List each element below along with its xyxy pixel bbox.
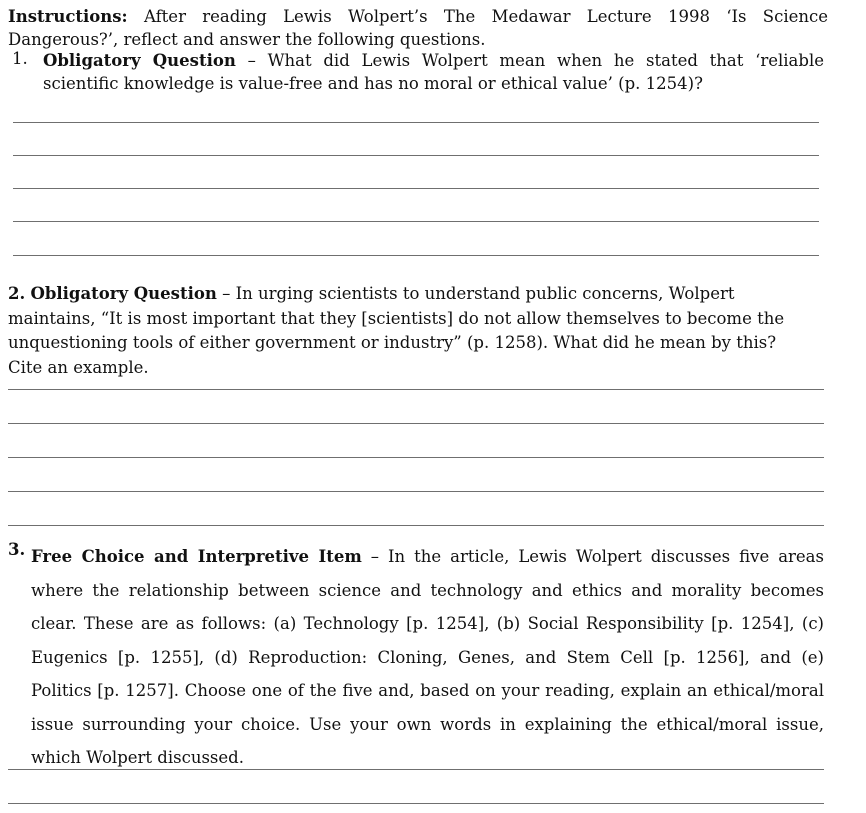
- question-3: [8, 540, 824, 775]
- answer-line-q1-4[interactable]: [13, 221, 819, 222]
- instructions-text: After reading Lewis Wolpert’s The Medawar Lecture 1998 ‘Is Science Dangerous?’, reflect and answer the following questions.: [8, 7, 828, 49]
- answer-line-q2-5[interactable]: [8, 525, 824, 526]
- question-3-text: – In the article, Lewis Wolpert discusses five areas where the relationship between science and technology and ethics and morality becomes clear. These are as follows: (a) Technology [p. 1254], (b) Social Responsibility [p. 1254], (c) Eugenics [p. 1255], (d) Reproduction: Cloning, Genes, and Stem Cell [p. 1256], and (e) Politics [p. 1257]. Choose one of the five and, based on your reading, explain an ethical/moral issue surrounding your choice. Use your own words in explaining the ethical/moral issue, which Wolpert discussed.: [31, 547, 824, 767]
- question-1-text: – What did Lewis Wolpert mean when he stated that ‘reliable scientific knowledge is value-free and has no moral or ethical value’ (p. 1254)?: [43, 51, 824, 93]
- question-2-number: 2.: [8, 284, 26, 303]
- instructions: [8, 5, 828, 51]
- answer-line-q1-5[interactable]: [13, 255, 819, 256]
- question-3-number: 3.: [8, 540, 26, 559]
- question-3-heading: Free Choice and Interpretive Item: [31, 547, 362, 566]
- answer-line-q1-2[interactable]: [13, 155, 819, 156]
- answer-line-q3-1[interactable]: [8, 769, 824, 770]
- answer-line-q1-3[interactable]: [13, 188, 819, 189]
- instructions-label: Instructions:: [8, 7, 128, 26]
- question-1-heading: Obligatory Question: [43, 51, 236, 70]
- question-2-heading: Obligatory Question: [30, 284, 217, 303]
- question-1-body: [43, 49, 824, 95]
- question-1: [12, 49, 824, 95]
- question-1-number: 1.: [12, 49, 28, 68]
- question-2: [8, 282, 808, 380]
- answer-line-q3-2[interactable]: [8, 803, 824, 804]
- answer-line-q2-1[interactable]: [8, 389, 824, 390]
- question-2-text: – In urging scientists to understand public concerns, Wolpert maintains, “It is most important that they [scientists] do not allow themselves to become the unquestioning tools of either government or industry” (p. 1258). What did he mean by this? Cite an example.: [8, 284, 785, 377]
- answer-line-q2-3[interactable]: [8, 457, 824, 458]
- answer-line-q2-2[interactable]: [8, 423, 824, 424]
- answer-line-q1-1[interactable]: [13, 122, 819, 123]
- question-3-body: [31, 540, 824, 775]
- answer-line-q2-4[interactable]: [8, 491, 824, 492]
